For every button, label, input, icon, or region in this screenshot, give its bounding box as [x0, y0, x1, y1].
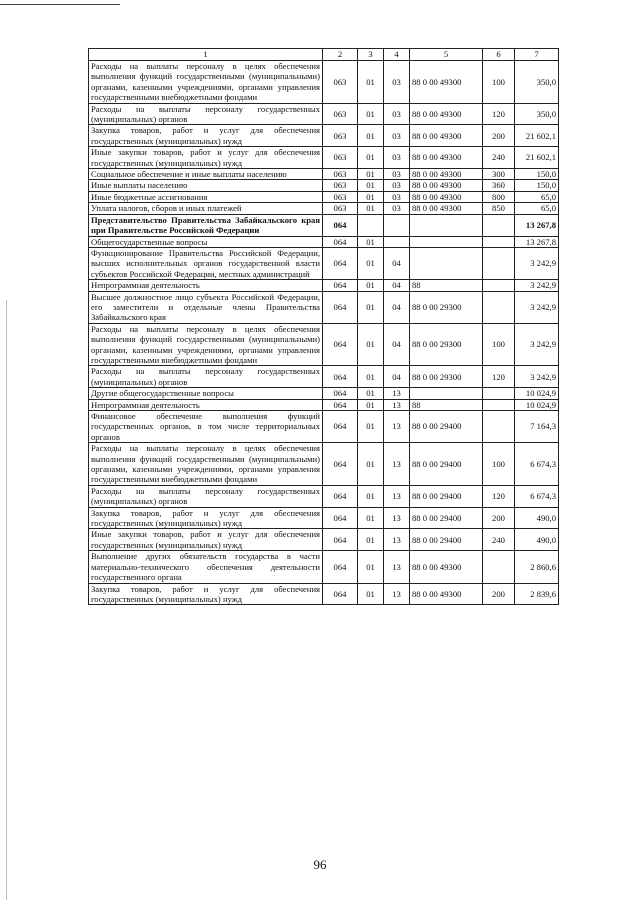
section-code-cell: 01 — [358, 399, 384, 410]
table-row — [89, 507, 559, 529]
target-article-cell: 88 0 00 29400 — [410, 507, 483, 529]
target-article-cell — [410, 236, 483, 247]
table-row — [89, 180, 559, 191]
amount-cell: 350,0 — [515, 103, 559, 125]
subsection-code-cell: 13 — [384, 399, 410, 410]
expense-type-cell — [483, 388, 515, 399]
amount-cell: 7 164,3 — [515, 411, 559, 443]
section-code-cell: 01 — [358, 280, 384, 291]
subsection-code-cell: 04 — [384, 280, 410, 291]
target-article-cell: 88 0 00 29400 — [410, 411, 483, 443]
column-header: 4 — [384, 49, 410, 61]
table-row — [89, 236, 559, 247]
row-name-cell: Социальное обеспечение и иные выплаты населению — [89, 169, 323, 180]
amount-cell: 13 267,8 — [515, 214, 559, 236]
expense-type-cell: 100 — [483, 443, 515, 486]
chapter-code-cell: 064 — [323, 291, 358, 323]
amount-cell: 65,0 — [515, 191, 559, 202]
row-name-cell: Иные закупки товаров, работ и услуг для обеспечения государственных (муниципальных) нужд — [89, 147, 323, 169]
target-article-cell: 88 0 00 49300 — [410, 61, 483, 104]
section-code-cell: 01 — [358, 529, 384, 551]
chapter-code-cell: 064 — [323, 399, 358, 410]
expense-type-cell: 120 — [483, 103, 515, 125]
table-row — [89, 291, 559, 323]
target-article-cell: 88 0 00 49300 — [410, 147, 483, 169]
row-name-cell: Непрограммная деятельность — [89, 280, 323, 291]
amount-cell: 21 602,1 — [515, 147, 559, 169]
target-article-cell — [410, 388, 483, 399]
chapter-code-cell: 064 — [323, 529, 358, 551]
subsection-code-cell: 13 — [384, 443, 410, 486]
chapter-code-cell: 064 — [323, 236, 358, 247]
expense-type-cell: 200 — [483, 507, 515, 529]
chapter-code-cell: 063 — [323, 147, 358, 169]
subsection-code-cell: 13 — [384, 507, 410, 529]
row-name-cell: Расходы на выплаты персоналу государственных (муниципальных) органов — [89, 485, 323, 507]
row-name-cell: Иные бюджетные ассигнования — [89, 191, 323, 202]
row-name-cell: Представительство Правительства Забайкальского края при Правительстве Российской Федерации — [89, 214, 323, 236]
expense-type-cell: 240 — [483, 147, 515, 169]
page-number: 96 — [313, 857, 327, 872]
subsection-code-cell: 03 — [384, 191, 410, 202]
table-row — [89, 485, 559, 507]
expense-type-cell — [483, 280, 515, 291]
table-row — [89, 551, 559, 583]
expense-type-cell — [483, 247, 515, 279]
expense-type-cell: 850 — [483, 203, 515, 214]
subsection-code-cell: 13 — [384, 583, 410, 605]
row-name-cell: Уплата налогов, сборов и иных платежей — [89, 203, 323, 214]
subsection-code-cell: 04 — [384, 291, 410, 323]
expense-type-cell — [483, 411, 515, 443]
amount-cell: 2 860,6 — [515, 551, 559, 583]
section-code-cell: 01 — [358, 191, 384, 202]
section-code-cell: 01 — [358, 147, 384, 169]
table-row — [89, 411, 559, 443]
section-code-cell: 01 — [358, 180, 384, 191]
chapter-code-cell: 064 — [323, 280, 358, 291]
target-article-cell: 88 0 00 49300 — [410, 169, 483, 180]
amount-cell: 2 839,6 — [515, 583, 559, 605]
target-article-cell: 88 0 00 29300 — [410, 291, 483, 323]
expense-type-cell: 240 — [483, 529, 515, 551]
chapter-code-cell: 064 — [323, 247, 358, 279]
expense-type-cell: 100 — [483, 323, 515, 366]
expense-type-cell: 200 — [483, 125, 515, 147]
table-row — [89, 529, 559, 551]
subsection-code-cell: 03 — [384, 180, 410, 191]
subsection-code-cell: 13 — [384, 411, 410, 443]
target-article-cell: 88 0 00 49300 — [410, 203, 483, 214]
subsection-code-cell — [384, 236, 410, 247]
chapter-code-cell: 064 — [323, 443, 358, 486]
row-name-cell: Расходы на выплаты персоналу в целях обеспечения выполнения функций государственными (муниципальными) органами, казенными учреждениями, органами управления государственными внебюджетными фондами — [89, 443, 323, 486]
expense-type-cell: 800 — [483, 191, 515, 202]
table-body — [89, 61, 559, 605]
amount-cell: 3 242,9 — [515, 323, 559, 366]
column-header: 1 — [89, 49, 323, 61]
expense-type-cell: 300 — [483, 169, 515, 180]
row-name-cell: Закупка товаров, работ и услуг для обеспечения государственных (муниципальных) нужд — [89, 583, 323, 605]
section-code-cell: 01 — [358, 388, 384, 399]
amount-cell: 6 674,3 — [515, 485, 559, 507]
expense-type-cell: 360 — [483, 180, 515, 191]
chapter-code-cell: 064 — [323, 388, 358, 399]
column-header: 5 — [410, 49, 483, 61]
section-code-cell: 01 — [358, 411, 384, 443]
section-code-cell: 01 — [358, 551, 384, 583]
chapter-code-cell: 064 — [323, 323, 358, 366]
amount-cell: 6 674,3 — [515, 443, 559, 486]
table-row — [89, 214, 559, 236]
chapter-code-cell: 064 — [323, 551, 358, 583]
scan-edge-line — [6, 300, 7, 900]
subsection-code-cell: 03 — [384, 125, 410, 147]
target-article-cell: 88 0 00 29400 — [410, 529, 483, 551]
section-code-cell: 01 — [358, 291, 384, 323]
table-row — [89, 203, 559, 214]
amount-cell: 490,0 — [515, 507, 559, 529]
section-code-cell: 01 — [358, 169, 384, 180]
row-name-cell: Расходы на выплаты персоналу в целях обеспечения выполнения функций государственными (муниципальными) органами, казенными учреждениями, органами управления государственными внебюджетными фондами — [89, 61, 323, 104]
table-row — [89, 169, 559, 180]
target-article-cell — [410, 214, 483, 236]
row-name-cell: Закупка товаров, работ и услуг для обеспечения государственных (муниципальных) нужд — [89, 125, 323, 147]
row-name-cell: Высшее должностное лицо субъекта Российской Федерации, его заместители и отдельные члены Правительства Забайкальского края — [89, 291, 323, 323]
chapter-code-cell: 063 — [323, 191, 358, 202]
target-article-cell: 88 0 00 29300 — [410, 366, 483, 388]
target-article-cell: 88 0 00 49300 — [410, 551, 483, 583]
subsection-code-cell: 13 — [384, 551, 410, 583]
chapter-code-cell: 063 — [323, 180, 358, 191]
table-header-row — [89, 49, 559, 61]
subsection-code-cell: 04 — [384, 323, 410, 366]
row-name-cell: Функционирование Правительства Российской Федерации, высших исполнительных органов государственной власти субъектов Российской Федерации, местных администраций — [89, 247, 323, 279]
chapter-code-cell: 063 — [323, 103, 358, 125]
target-article-cell: 88 0 00 49300 — [410, 583, 483, 605]
column-header: 3 — [358, 49, 384, 61]
chapter-code-cell: 064 — [323, 411, 358, 443]
amount-cell: 3 242,9 — [515, 247, 559, 279]
target-article-cell: 88 0 00 49300 — [410, 103, 483, 125]
chapter-code-cell: 064 — [323, 485, 358, 507]
chapter-code-cell: 064 — [323, 583, 358, 605]
table-row — [89, 147, 559, 169]
amount-cell: 3 242,9 — [515, 280, 559, 291]
target-article-cell: 88 0 00 29300 — [410, 323, 483, 366]
column-header: 7 — [515, 49, 559, 61]
table-row — [89, 103, 559, 125]
chapter-code-cell: 063 — [323, 203, 358, 214]
table-row — [89, 399, 559, 410]
target-article-cell: 88 0 00 49300 — [410, 191, 483, 202]
amount-cell: 10 024,9 — [515, 388, 559, 399]
chapter-code-cell: 064 — [323, 214, 358, 236]
table-row — [89, 366, 559, 388]
row-name-cell: Расходы на выплаты персоналу в целях обеспечения выполнения функций государственными (муниципальными) органами, казенными учреждениями, органами управления государственными внебюджетными фондами — [89, 323, 323, 366]
table-row — [89, 247, 559, 279]
chapter-code-cell: 063 — [323, 125, 358, 147]
expense-type-cell — [483, 236, 515, 247]
table-row — [89, 388, 559, 399]
subsection-code-cell: 03 — [384, 203, 410, 214]
amount-cell: 13 267,8 — [515, 236, 559, 247]
section-code-cell: 01 — [358, 236, 384, 247]
expense-type-cell: 120 — [483, 366, 515, 388]
target-article-cell: 88 0 00 49300 — [410, 125, 483, 147]
section-code-cell: 01 — [358, 103, 384, 125]
target-article-cell — [410, 247, 483, 279]
header-rule — [0, 4, 120, 5]
amount-cell: 65,0 — [515, 203, 559, 214]
expense-type-cell: 120 — [483, 485, 515, 507]
row-name-cell: Другие общегосударственные вопросы — [89, 388, 323, 399]
section-code-cell: 01 — [358, 507, 384, 529]
subsection-code-cell: 04 — [384, 247, 410, 279]
table-row — [89, 61, 559, 104]
subsection-code-cell: 13 — [384, 485, 410, 507]
section-code-cell: 01 — [358, 125, 384, 147]
section-code-cell — [358, 214, 384, 236]
table-row — [89, 443, 559, 486]
section-code-cell: 01 — [358, 443, 384, 486]
subsection-code-cell: 13 — [384, 529, 410, 551]
expense-type-cell — [483, 214, 515, 236]
table-row — [89, 191, 559, 202]
row-name-cell: Закупка товаров, работ и услуг для обеспечения государственных (муниципальных) нужд — [89, 507, 323, 529]
section-code-cell: 01 — [358, 583, 384, 605]
budget-table — [88, 48, 559, 605]
amount-cell: 150,0 — [515, 180, 559, 191]
subsection-code-cell: 04 — [384, 366, 410, 388]
amount-cell: 10 024,9 — [515, 399, 559, 410]
row-name-cell: Выполнение других обязательств государства в части материально-технического обеспечения деятельности государственного органа — [89, 551, 323, 583]
section-code-cell: 01 — [358, 323, 384, 366]
column-header: 6 — [483, 49, 515, 61]
target-article-cell: 88 — [410, 399, 483, 410]
amount-cell: 150,0 — [515, 169, 559, 180]
chapter-code-cell: 063 — [323, 61, 358, 104]
row-name-cell: Иные выплаты населению — [89, 180, 323, 191]
table-row — [89, 583, 559, 605]
subsection-code-cell: 03 — [384, 103, 410, 125]
target-article-cell: 88 — [410, 280, 483, 291]
expense-type-cell: 200 — [483, 583, 515, 605]
row-name-cell: Непрограммная деятельность — [89, 399, 323, 410]
subsection-code-cell: 13 — [384, 388, 410, 399]
amount-cell: 3 242,9 — [515, 366, 559, 388]
subsection-code-cell: 03 — [384, 61, 410, 104]
expense-type-cell — [483, 291, 515, 323]
subsection-code-cell — [384, 214, 410, 236]
amount-cell: 350,0 — [515, 61, 559, 104]
table-row — [89, 323, 559, 366]
section-code-cell: 01 — [358, 61, 384, 104]
chapter-code-cell: 063 — [323, 169, 358, 180]
row-name-cell: Расходы на выплаты персоналу государственных (муниципальных) органов — [89, 103, 323, 125]
row-name-cell: Общегосударственные вопросы — [89, 236, 323, 247]
amount-cell: 3 242,9 — [515, 291, 559, 323]
subsection-code-cell: 03 — [384, 169, 410, 180]
expense-type-cell: 100 — [483, 61, 515, 104]
amount-cell: 490,0 — [515, 529, 559, 551]
section-code-cell: 01 — [358, 366, 384, 388]
subsection-code-cell: 03 — [384, 147, 410, 169]
section-code-cell: 01 — [358, 247, 384, 279]
table-row — [89, 125, 559, 147]
expense-type-cell — [483, 399, 515, 410]
target-article-cell: 88 0 00 29400 — [410, 485, 483, 507]
row-name-cell: Расходы на выплаты персоналу государственных (муниципальных) органов — [89, 366, 323, 388]
row-name-cell: Иные закупки товаров, работ и услуг для обеспечения государственных (муниципальных) нужд — [89, 529, 323, 551]
expense-type-cell — [483, 551, 515, 583]
target-article-cell: 88 0 00 49300 — [410, 180, 483, 191]
table-row — [89, 280, 559, 291]
chapter-code-cell: 064 — [323, 507, 358, 529]
chapter-code-cell: 064 — [323, 366, 358, 388]
section-code-cell: 01 — [358, 485, 384, 507]
row-name-cell: Финансовое обеспечение выполнения функций государственных органов, в том числе территориальных органов — [89, 411, 323, 443]
target-article-cell: 88 0 00 29400 — [410, 443, 483, 486]
column-header: 2 — [323, 49, 358, 61]
amount-cell: 21 602,1 — [515, 125, 559, 147]
section-code-cell: 01 — [358, 203, 384, 214]
